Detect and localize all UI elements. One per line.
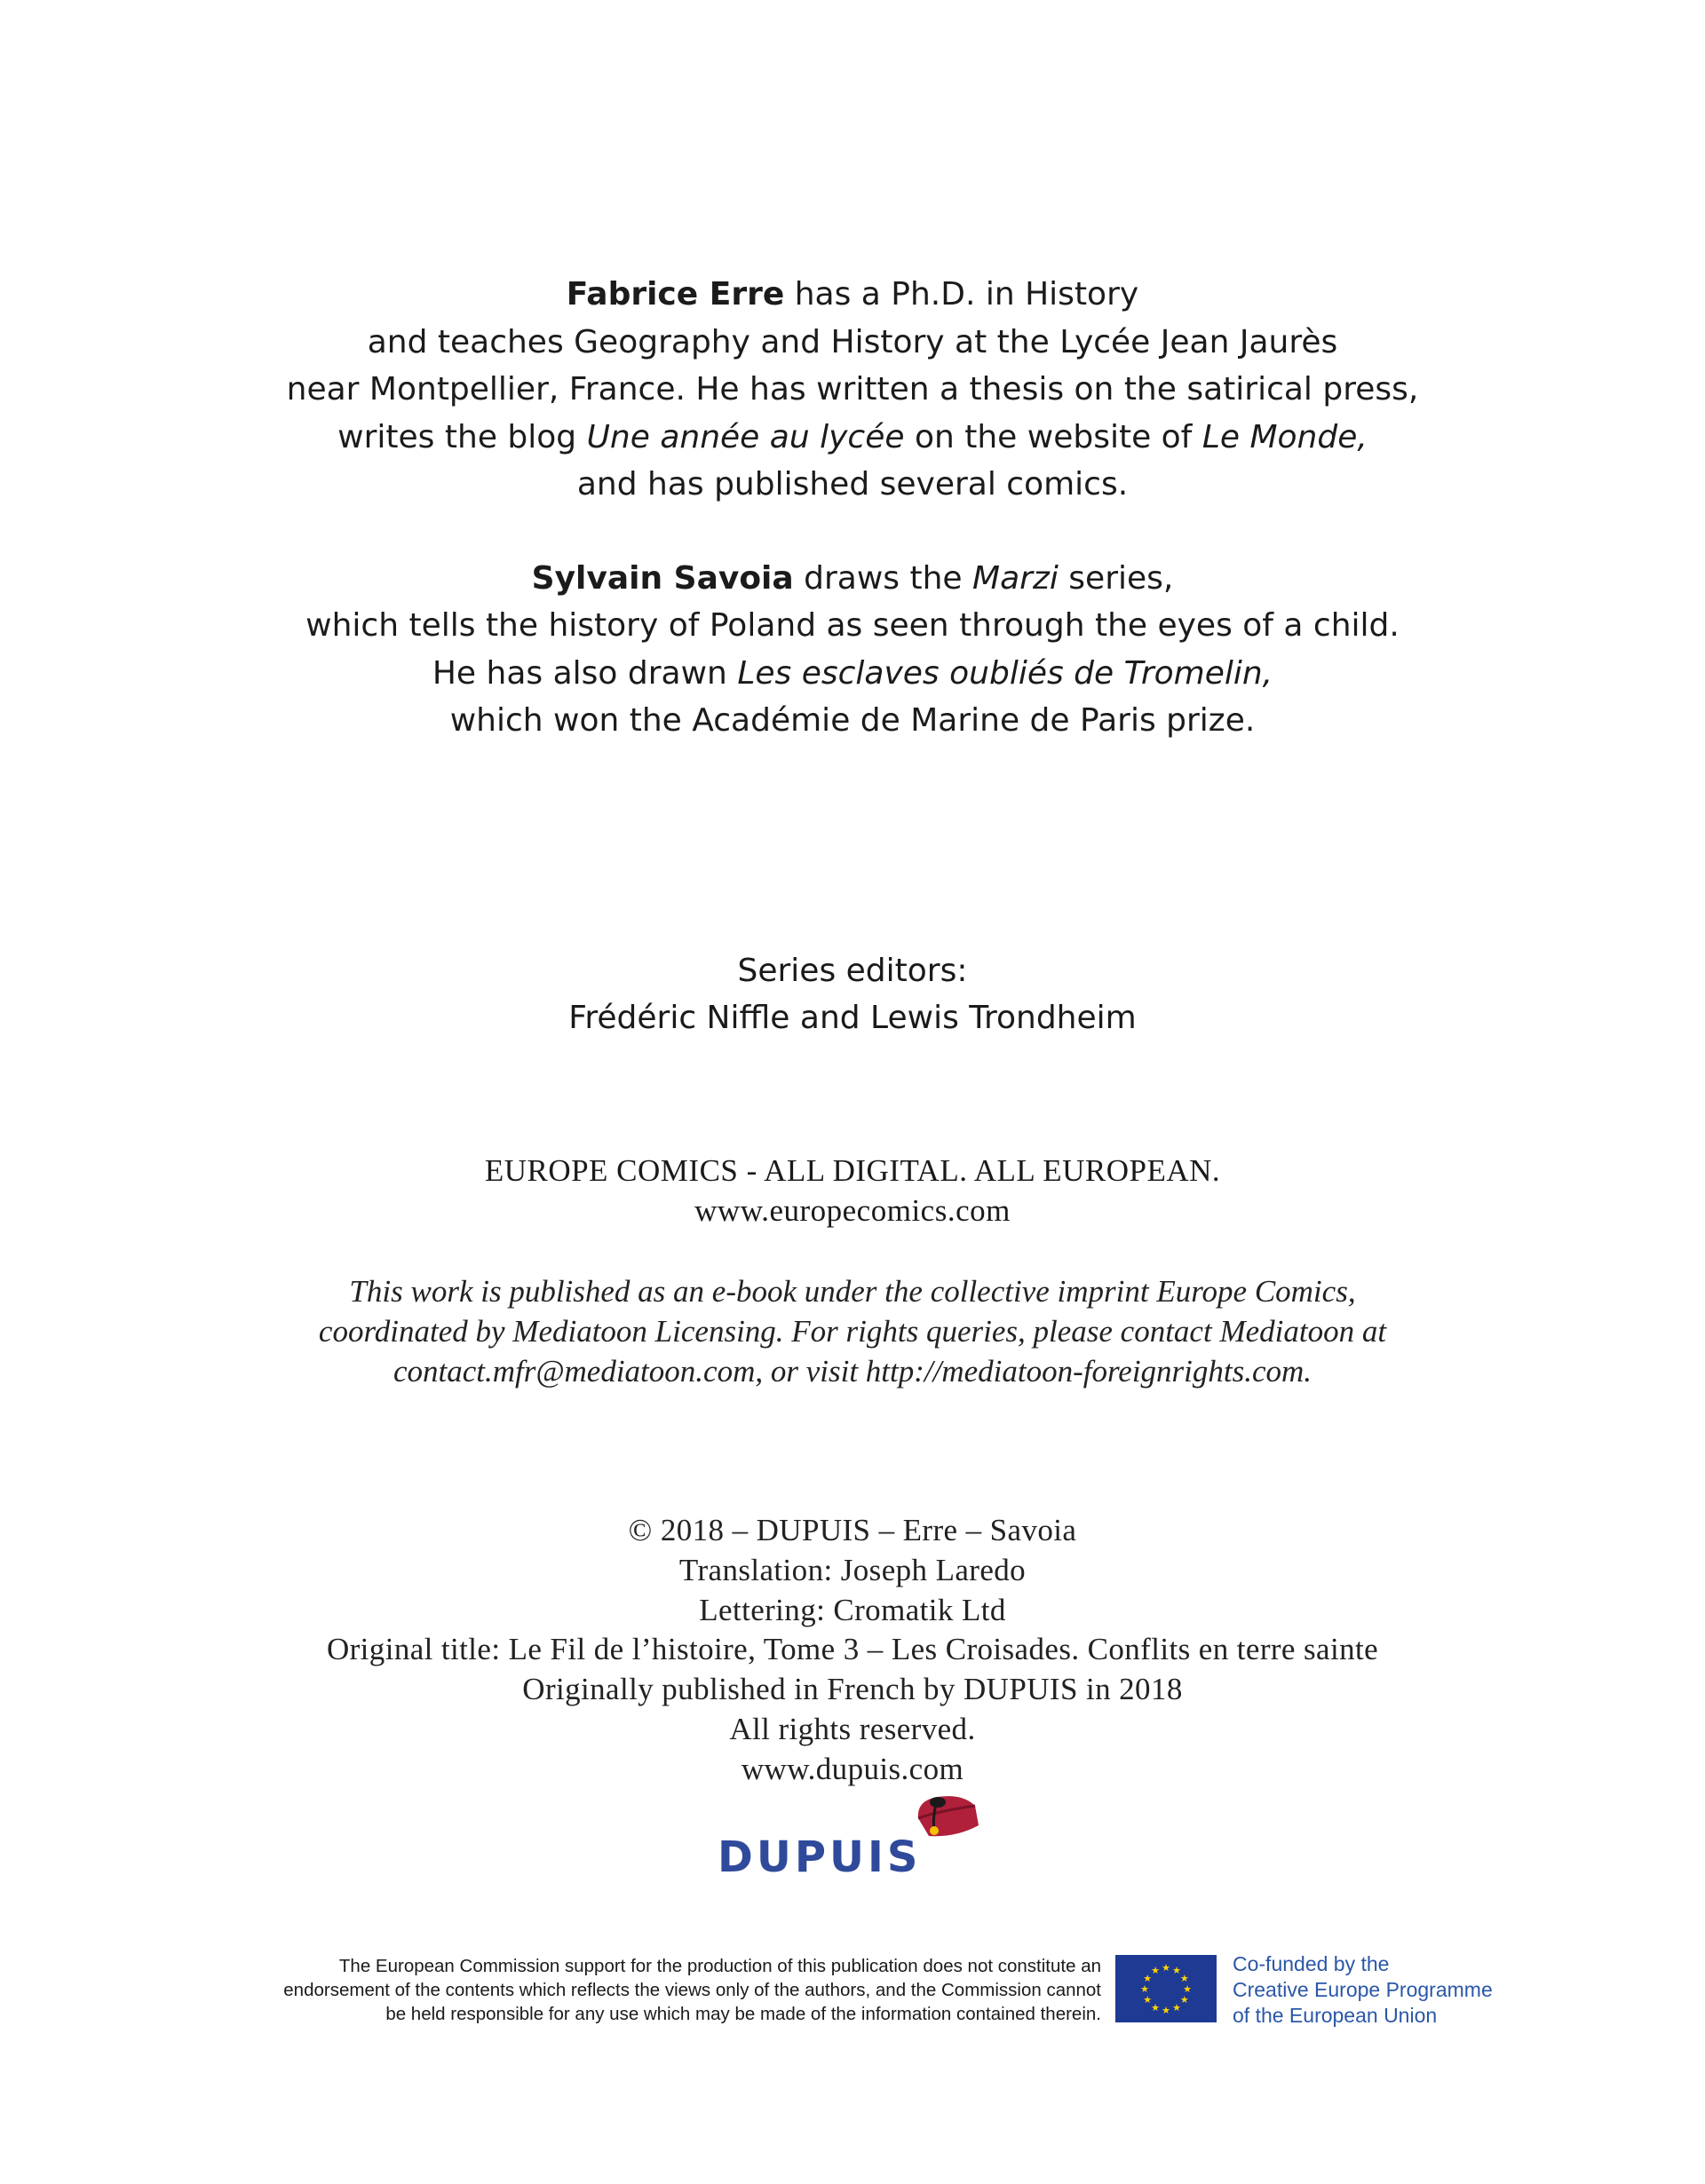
bio-erre-line-3: near Montpellier, France. He has written a thesis on the satirical press, [286,371,1419,408]
editors-names: Frédéric Niffle and Lewis Trondheim [568,1000,1137,1036]
eu-cofunded-label [1233,1951,1606,2029]
dupuis-wordmark: DUPUIS [718,1832,922,1882]
blog-title: Une année au lycée [586,418,905,455]
eu-star-icon: ★ [1179,1995,1189,2006]
eu-star-icon: ★ [1140,1984,1149,1995]
eu-cofunded-line-2: Creative Europe Programme [1233,1978,1493,2001]
eu-star-icon: ★ [1172,1966,1181,1977]
eu-cofunded-line-1: Co-funded by the [1233,1952,1390,1975]
eu-star-icon: ★ [1172,2002,1181,2014]
book-title: Les esclaves oubliés de Tromelin, [737,654,1273,692]
eu-disclaimer-line-1: The European Commission support for the production of this publication does not constitute an [338,1956,1101,1976]
bio-erre-line-5: and has published several comics. [576,466,1129,502]
fez-hat-icon [911,1793,982,1847]
newspaper-title: Le Monde, [1201,418,1368,455]
eu-star-icon: ★ [1151,2002,1160,2014]
copyright-line: © 2018 – DUPUIS – Erre – Savoia [628,1513,1077,1547]
lettering-credit: Lettering: Cromatik Ltd [699,1592,1006,1627]
bio-savoia-line-1: Sylvain Savoia draws the Marzi series, [531,559,1174,597]
notice-line-1: This work is published as an e-book under the collective imprint Europe Comics, [349,1274,1356,1309]
eu-disclaimer-line-3: be held responsible for any use which may be made of the information contained therein. [385,2004,1101,2024]
rights-reserved: All rights reserved. [729,1711,976,1746]
series-title: Marzi [972,559,1059,597]
bio-erre-line-2: and teaches Geography and History at the Lycée Jean Jaurès [367,323,1338,360]
eu-star-icon: ★ [1143,1974,1153,1984]
publication-notice [0,1271,1705,1391]
eu-star-icon: ★ [1143,1995,1153,2006]
eu-cofunded-line-3: of the European Union [1233,2004,1438,2027]
eu-star-icon: ★ [1162,1963,1170,1974]
dupuis-logo [718,1793,984,1882]
europe-comics-tagline: EUROPE COMICS - ALL DIGITAL. ALL EUROPEAN. [484,1153,1221,1188]
bio-savoia-line-4: which won the Académie de Marine de Paris prize. [449,702,1256,739]
europe-comics-url[interactable]: www.europecomics.com [694,1193,1011,1228]
eu-stars-icon [1115,1955,1217,2022]
translation-credit: Translation: Joseph Laredo [678,1552,1027,1587]
eu-star-icon: ★ [1179,1974,1189,1984]
credits-block [0,1511,1705,1790]
bio-erre-line-1: Fabrice Erre has a Ph.D. in History [566,276,1139,313]
editors-label: Series editors: [737,953,968,989]
original-title: Original title: Le Fil de l’histoire, Tome 3 – Les Croisades. Conflits en terre sainte [326,1632,1379,1667]
author-name-erre: Fabrice Erre [566,276,785,313]
series-editors [0,947,1705,1041]
bio-erre-line-4: writes the blog Une année au lycée on the website of Le Monde, [337,418,1368,455]
notice-line-3: contact.mfr@mediatoon.com, or visit http://mediatoon-foreignrights.com. [393,1354,1312,1389]
eu-disclaimer [160,1954,1101,2026]
original-publication: Originally published in French by DUPUIS in 2018 [522,1672,1183,1707]
eu-star-icon: ★ [1183,1984,1192,1995]
dupuis-url[interactable]: www.dupuis.com [741,1751,964,1786]
author-name-savoia: Sylvain Savoia [531,559,794,597]
bio-savoia-line-3: He has also drawn Les esclaves oubliés de Tromelin, [432,654,1273,692]
eu-flag-icon [1115,1955,1217,2022]
eu-disclaimer-line-2: endorsement of the contents which reflects the views only of the authors, and the Commission cannot [283,1980,1101,2000]
notice-line-2: coordinated by Mediatoon Licensing. For rights queries, please contact Mediatoon at [318,1314,1387,1349]
eu-star-icon: ★ [1151,1966,1160,1977]
eu-star-icon: ★ [1162,2006,1170,2016]
europe-comics-block [0,1151,1705,1230]
author-bios [0,271,1705,745]
bio-savoia-line-2: which tells the history of Poland as seen through the eyes of a child. [305,607,1400,644]
